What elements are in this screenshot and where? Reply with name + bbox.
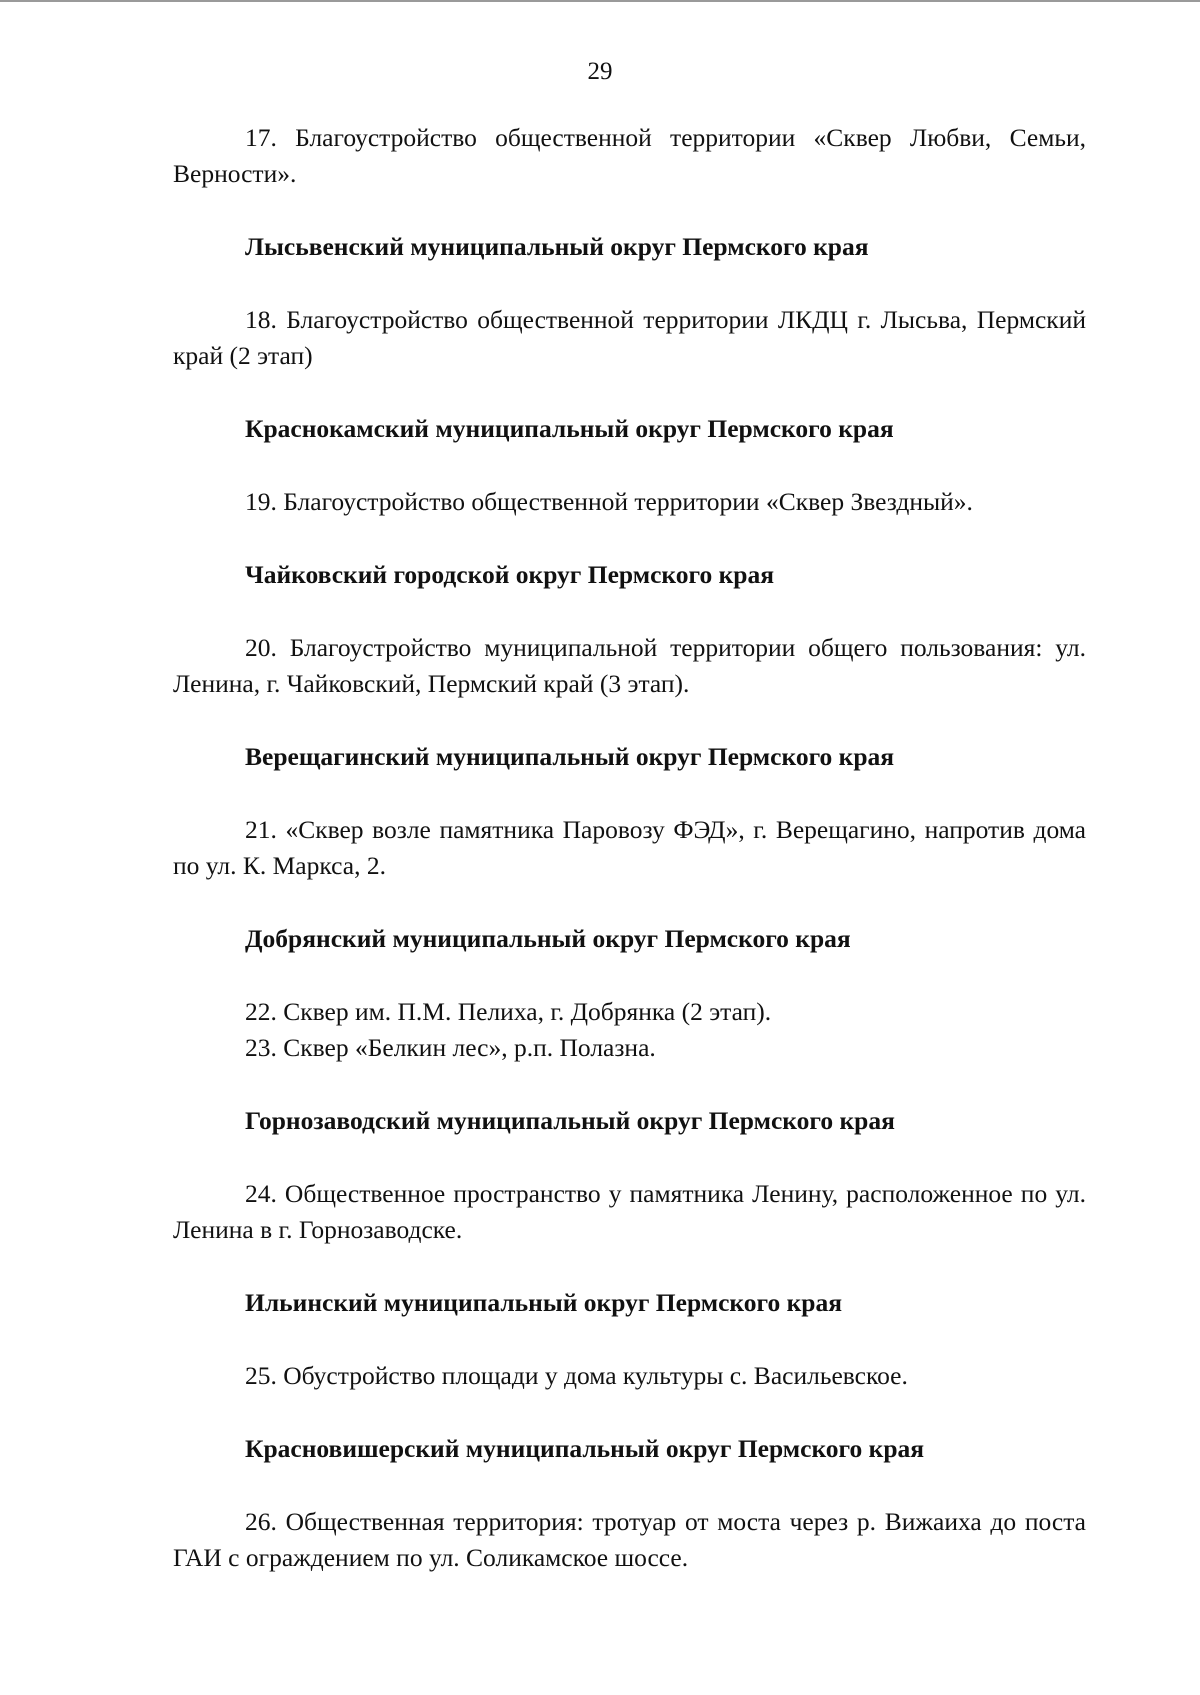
list-item: 24. Общественное пространство у памятника Ленину, расположенное по ул. Ленина в г. Горнозаводске.	[173, 1179, 1086, 1244]
list-item: 21. «Сквер возле памятника Паровозу ФЭД», г. Верещагино, напротив дома по ул. К. Маркса, 2.	[173, 815, 1086, 880]
list-item: 25. Обустройство площади у дома культуры с. Васильевское.	[245, 1361, 908, 1390]
list-item: 22. Сквер им. П.М. Пелиха, г. Добрянка (2 этап).	[245, 997, 772, 1026]
section-heading: Красновишерский муниципальный округ Пермского края	[245, 1434, 925, 1463]
section-heading: Горнозаводский муниципальный округ Пермского края	[245, 1106, 895, 1135]
list-item: 18. Благоустройство общественной территории ЛКДЦ г. Лысьва, Пермский край (2 этап)	[173, 305, 1086, 370]
section-heading: Верещагинский муниципальный округ Пермского края	[245, 742, 895, 771]
list-item: 26. Общественная территория: тротуар от моста через р. Вижаиха до поста ГАИ с ограждением по ул. Соликамское шоссе.	[173, 1507, 1086, 1572]
section-heading: Лысьвенский муниципальный округ Пермского края	[245, 232, 869, 261]
section-heading: Краснокамский муниципальный округ Пермского края	[245, 414, 894, 443]
scan-top-edge	[0, 0, 1200, 2]
list-item: 17. Благоустройство общественной территории «Сквер Любви, Семьи, Верности».	[173, 123, 1086, 188]
list-item: 19. Благоустройство общественной территории «Сквер Звездный».	[245, 487, 973, 516]
page-number: 29	[587, 58, 613, 85]
section-heading: Добрянский муниципальный округ Пермского края	[245, 924, 851, 953]
list-item: 23. Сквер «Белкин лес», р.п. Полазна.	[245, 1033, 656, 1062]
list-item: 20. Благоустройство муниципальной территории общего пользования: ул. Ленина, г. Чайковский, Пермский край (3 этап).	[173, 633, 1086, 698]
document-body	[173, 120, 1086, 1576]
section-heading: Ильинский муниципальный округ Пермского края	[245, 1288, 843, 1317]
section-heading: Чайковский городской округ Пермского края	[245, 560, 774, 589]
